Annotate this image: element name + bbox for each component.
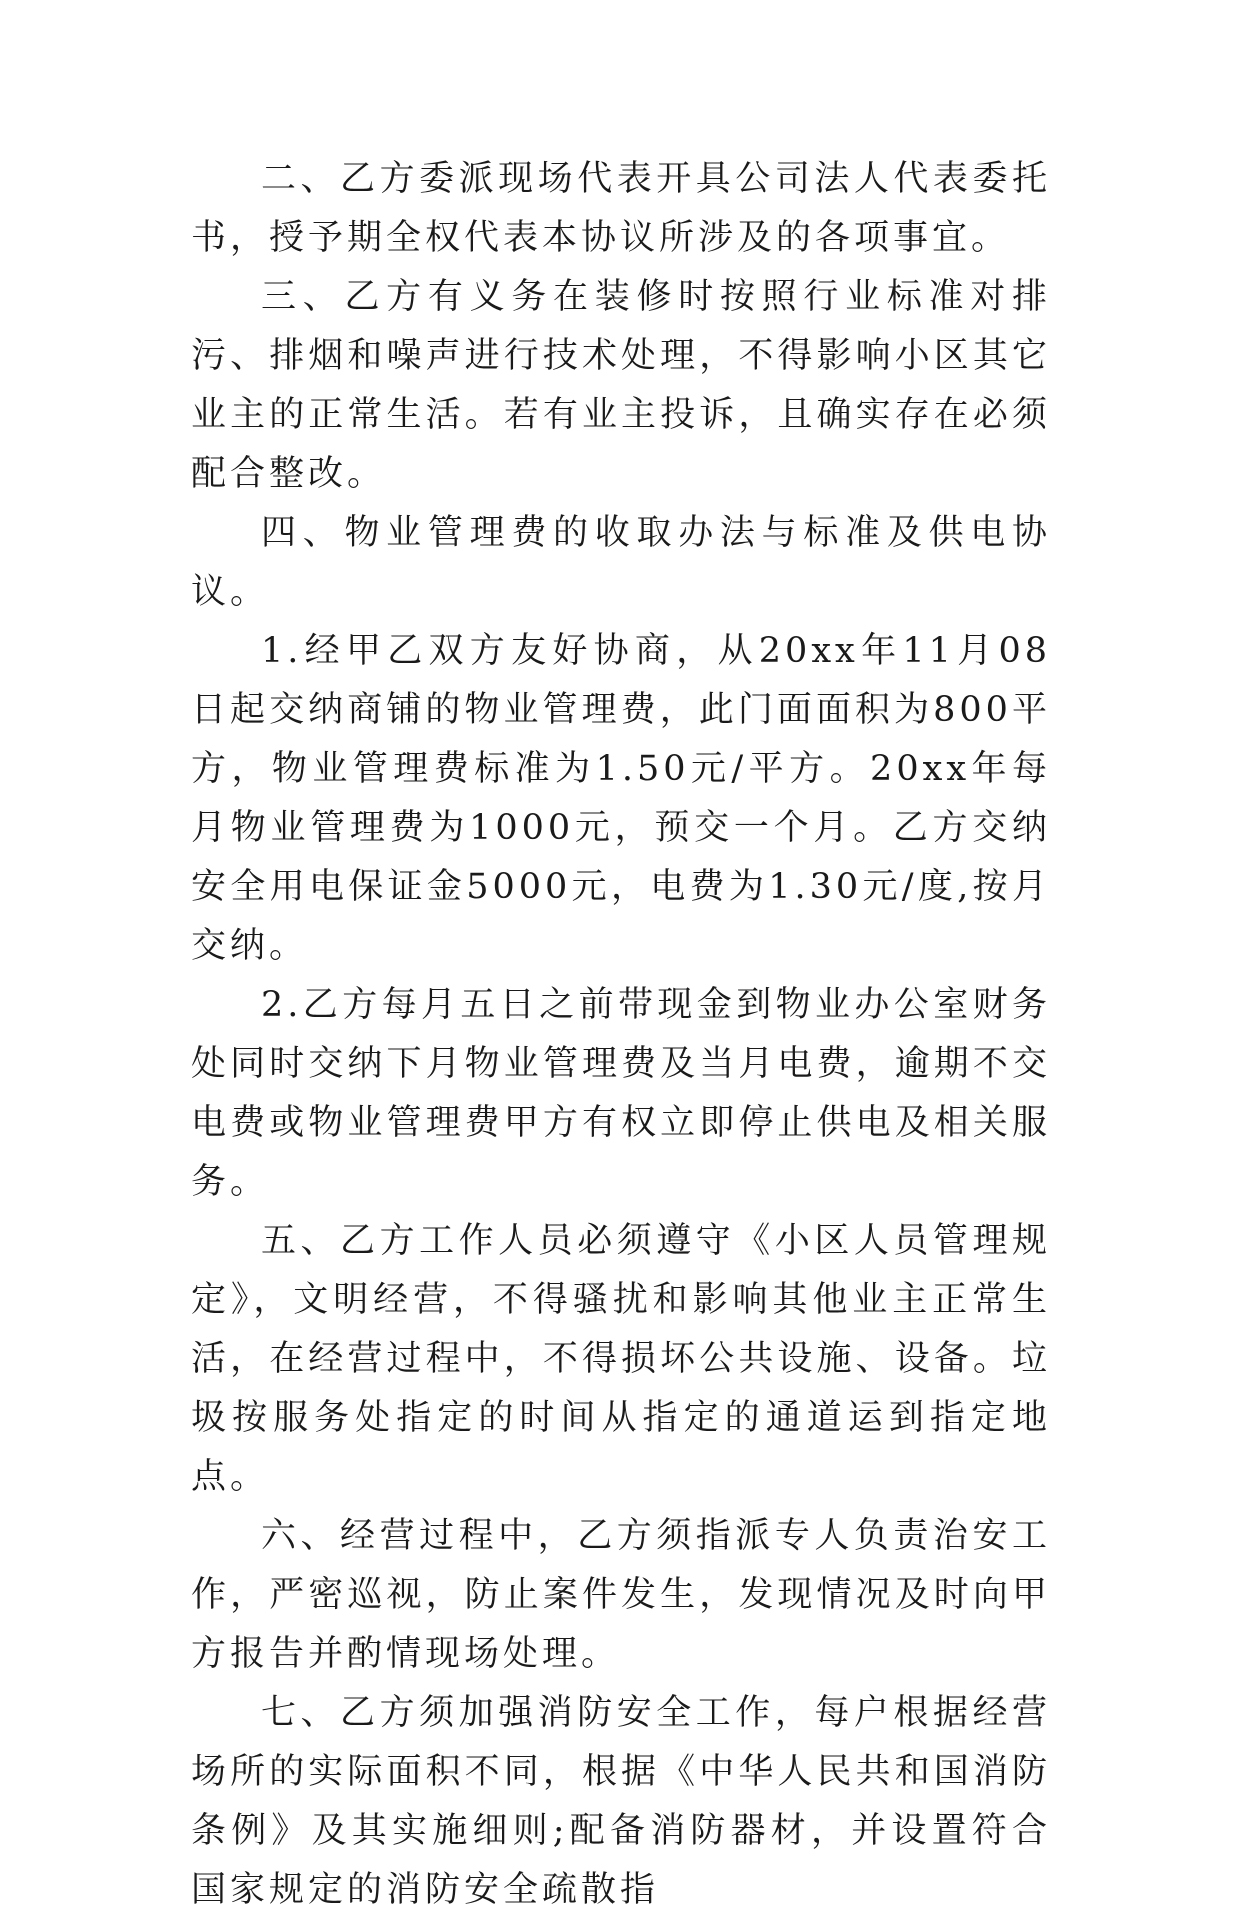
paragraph-clause-7: 七、乙方须加强消防安全工作，每户根据经营场所的实际面积不同，根据《中华人民共和国消防条例》及其实施细则;配备消防器材，并设置符合国家规定的消防安全疏散指	[191, 1693, 1051, 1910]
document-body	[191, 150, 1051, 1920]
paragraph-clause-6: 六、经营过程中，乙方须指派专人负责治安工作，严密巡视，防止案件发生，发现情况及时向甲方报告并酌情现场处理。	[191, 1516, 1051, 1674]
paragraph-clause-5: 五、乙方工作人员必须遵守《小区人员管理规定》，文明经营，不得骚扰和影响其他业主正常生活，在经营过程中，不得损坏公共设施、设备。垃圾按服务处指定的时间从指定的通道运到指定地点。	[191, 1221, 1051, 1497]
paragraph-clause-3: 三、乙方有义务在装修时按照行业标准对排污、排烟和噪声进行技术处理，不得影响小区其它业主的正常生活。若有业主投诉，且确实存在必须配合整改。	[191, 277, 1051, 494]
paragraph-clause-2: 二、乙方委派现场代表开具公司法人代表委托书，授予期全权代表本协议所涉及的各项事宜。	[191, 159, 1051, 258]
paragraph-clause-4-item-1: 1.经甲乙双方友好协商，从20xx年11月08日起交纳商铺的物业管理费，此门面面积为800平方，物业管理费标准为1.50元/平方。20xx年每月物业管理费为1000元，预交一个月。乙方交纳安全用电保证金5000元，电费为1.30元/度,按月交纳。	[191, 631, 1051, 966]
paragraph-clause-4: 四、物业管理费的收取办法与标准及供电协议。	[191, 513, 1051, 612]
paragraph-clause-4-item-2: 2.乙方每月五日之前带现金到物业办公室财务处同时交纳下月物业管理费及当月电费，逾期不交电费或物业管理费甲方有权立即停止供电及相关服务。	[191, 985, 1051, 1202]
